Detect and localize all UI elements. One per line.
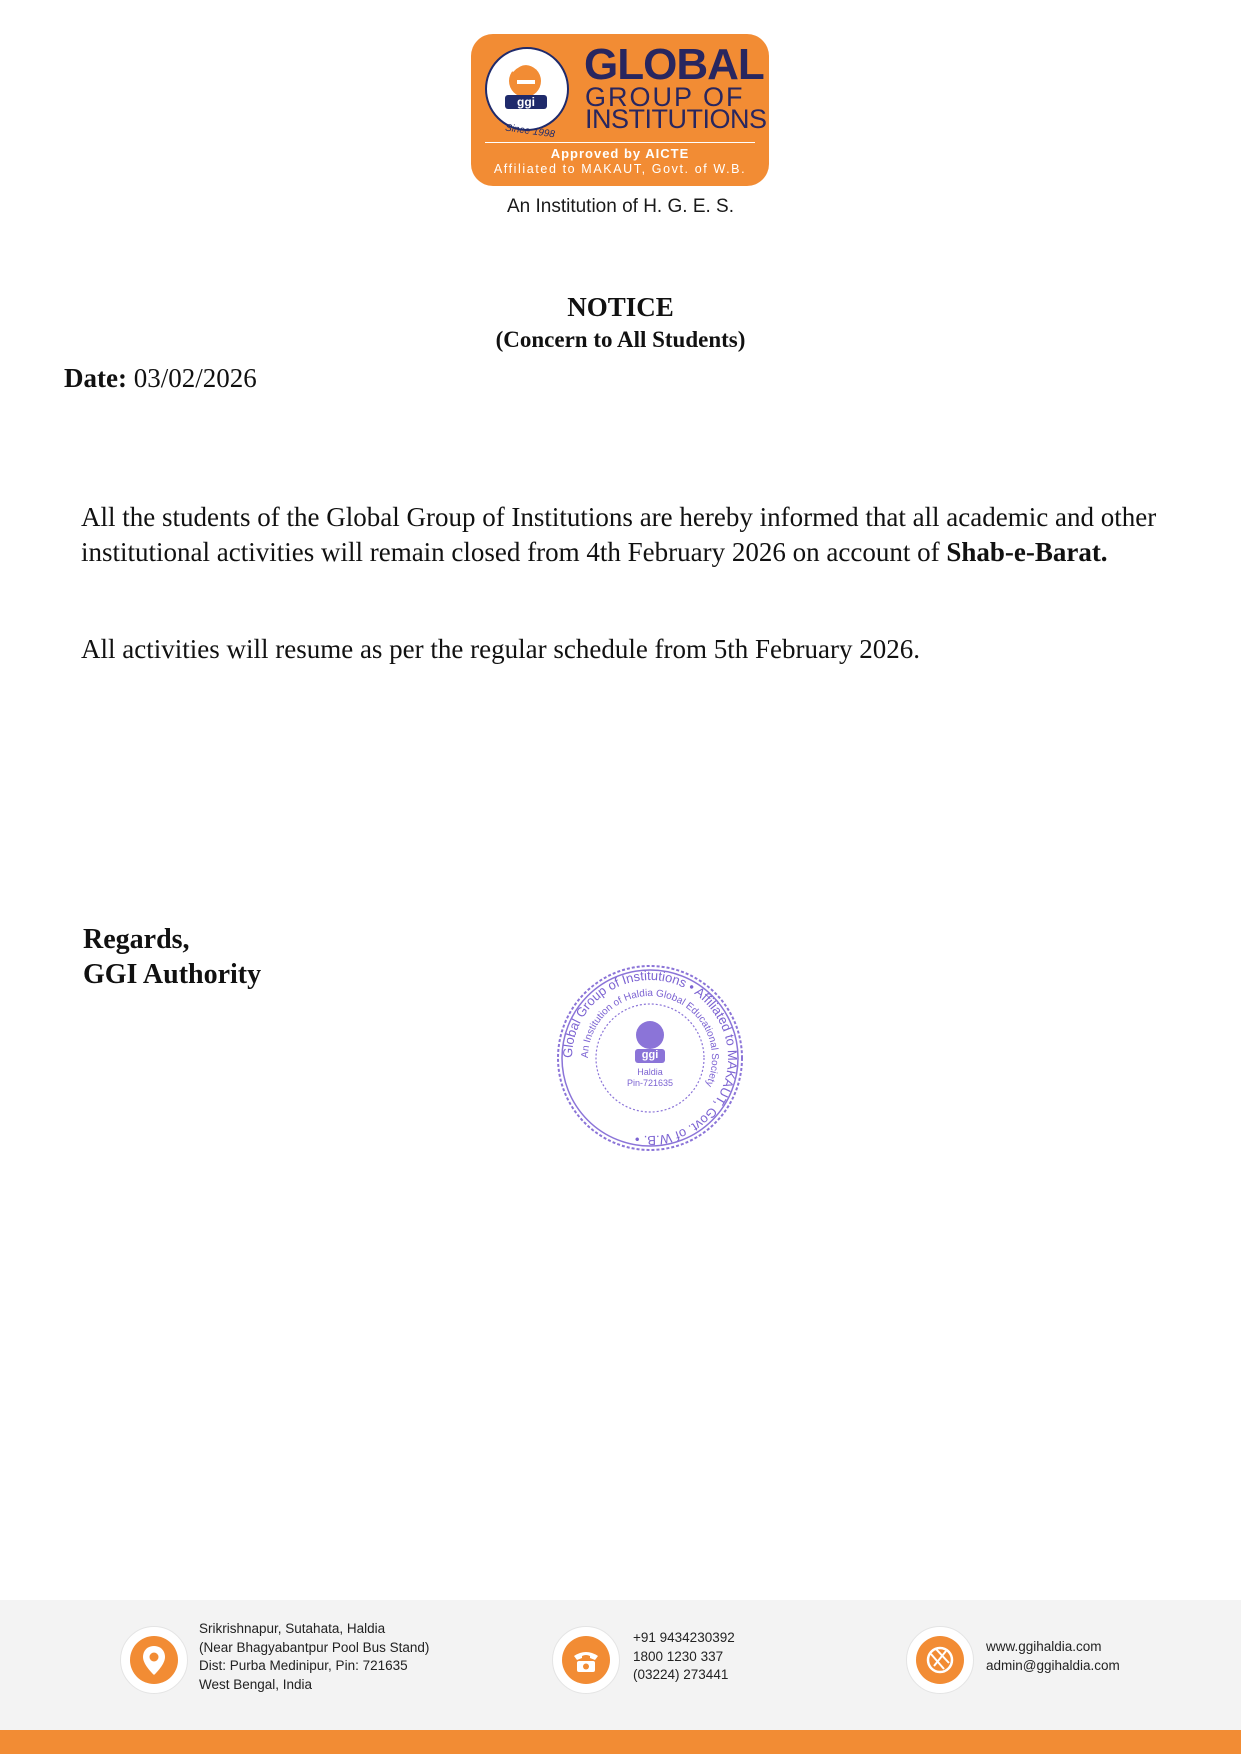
address-icon-badge [120, 1626, 188, 1694]
signatory-name: GGI Authority [83, 959, 262, 990]
notice-paragraph-2: All activities will resume as per the regular schedule from 5th February 2026. [81, 634, 921, 664]
phone-mobile[interactable]: +91 9434230392 [633, 1630, 735, 1645]
paragraph-1-text: All the students of the Global Group of Institutions are hereby informed that all academic and other institutional activities will remain closed from 4th February 2026 on account of [81, 502, 1157, 567]
address-line-4: West Bengal, India [199, 1676, 313, 1692]
phone-tollfree[interactable]: 1800 1230 337 [633, 1648, 724, 1664]
institution-line: An Institution of H. G. E. S. [506, 196, 735, 217]
date-value: 03/02/2026 [133, 363, 257, 393]
affiliated-label: Affiliated to MAKAUT, Govt. of W.B. [493, 162, 747, 176]
stamp-pin: Pin-721635 [626, 1078, 674, 1088]
notice-subtitle: (Concern to All Students) [495, 327, 746, 352]
notice-date [64, 363, 257, 394]
logo-word-institutions: INSTITUTIONS [585, 104, 767, 134]
stamp-inner-text: An Institution of Haldia Global Educational Society [579, 987, 721, 1089]
logo-word-group-of: GROUP OF [585, 82, 745, 112]
official-stamp [555, 963, 745, 1153]
address-line-3: Dist: Purba Medinipur, Pin: 721635 [199, 1658, 408, 1673]
since-label: Since 1998 [504, 122, 556, 141]
location-pin-icon [130, 1636, 178, 1684]
logo-word-global: GLOBAL [584, 40, 764, 89]
footer-phones [633, 1629, 735, 1685]
date-label: Date: [64, 363, 127, 393]
closing-block [83, 922, 261, 992]
notice-paragraph-1 [81, 500, 1181, 570]
address-line-2: (Near Bhagyabantpur Pool Bus Stand) [199, 1639, 430, 1655]
ggi-emblem [485, 47, 569, 131]
address-line-1: Srikrishnapur, Sutahata, Haldia [199, 1621, 386, 1636]
website-link[interactable]: www.ggihaldia.com [986, 1639, 1102, 1654]
notice-title: NOTICE [567, 292, 674, 322]
phone-landline[interactable]: (03224) 273441 [633, 1667, 729, 1682]
stamp-abbr: ggi [641, 1049, 659, 1061]
regards-text: Regards, [83, 924, 190, 955]
occasion-name: Shab-e-Barat. [946, 537, 1108, 567]
emblem-abbr: ggi [517, 95, 535, 109]
logo-divider [485, 142, 755, 143]
footer-web [986, 1638, 1120, 1675]
approved-by-label: Approved by AICTE [550, 146, 690, 161]
footer-address [199, 1620, 429, 1694]
email-link[interactable]: admin@ggihaldia.com [986, 1657, 1120, 1673]
telephone-icon [562, 1636, 610, 1684]
stamp-place: Haldia [637, 1067, 663, 1077]
web-icon-badge [906, 1626, 974, 1694]
footer [0, 1600, 1241, 1730]
phone-icon-badge [552, 1626, 620, 1694]
institution-logo [471, 34, 769, 186]
stamp-outer-text: Global Group of Institutions • Affiliated to MAKAUT, Govt. of W.B. • [559, 967, 741, 1149]
footer-accent-bar [0, 1730, 1241, 1754]
globe-icon [916, 1636, 964, 1684]
